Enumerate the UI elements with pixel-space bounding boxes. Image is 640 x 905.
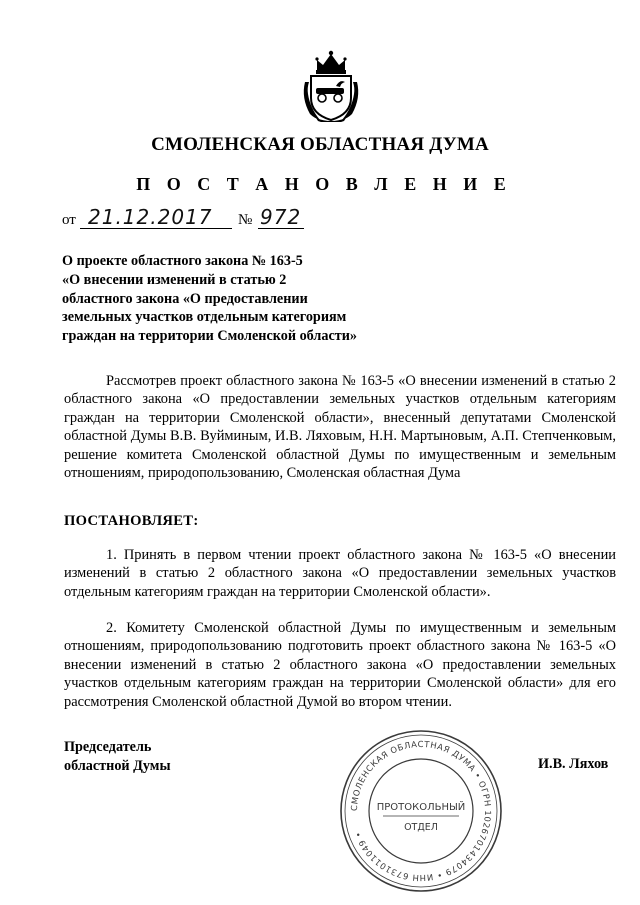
position-line-2: областной Думы xyxy=(64,758,171,774)
stamp-inner-line-2: ОТДЕЛ xyxy=(404,822,438,833)
position-line-1: Председатель xyxy=(64,739,152,755)
handwritten-date: 21.12.2017 xyxy=(88,205,213,229)
item-1-paragraph: 1. Принять в первом чтении проект областного закона № 163-5 «О внесении изменений в статью 2 областного закона «О предоставлении земельных участков отдельным категориям граждан на территории Смоленской области». xyxy=(64,547,616,600)
coat-of-arms-icon xyxy=(300,48,362,122)
stamp-outer-text: СМОЛЕНСКАЯ ОБЛАСТНАЯ ДУМА • ОГРН 1026701434079 • ИНН 6731011049 • xyxy=(348,738,494,884)
heading-line: граждан на территории Смоленской области» xyxy=(62,328,357,345)
signatory-name: И.В. Ляхов xyxy=(538,756,609,772)
signatory-position xyxy=(64,738,171,776)
organization-title: СМОЛЕНСКАЯ ОБЛАСТНАЯ ДУМА xyxy=(151,134,489,155)
decree-word: ПОСТАНОВЛЯЕТ: xyxy=(64,513,199,529)
heading-line: «О внесении изменений в статью 2 xyxy=(62,271,287,288)
handwritten-number: 972 xyxy=(260,205,302,229)
heading-line: областного закона «О предоставлении xyxy=(62,290,308,307)
stamp-inner-line-1: ПРОТОКОЛЬНЫЙ xyxy=(376,802,466,813)
document-type-title: П О С Т А Н О В Л Е Н И Е xyxy=(136,174,512,194)
intro-paragraph: Рассмотрев проект областного закона № 163-5 «О внесении изменений в статью 2 областного закона «О предоставлении земельных участков отдельным категориям граждан на территории Смоленской области», внесенный депутатами Смоленской областной Думы В.В. Вуйминым, И.В. Ляховым, Н.Н. Мартыновым, А.П. Степченковым, решение комитета Смоленской областной Думы по имущественным и земельным отношениям, природопользованию, Смоленская областная Дума xyxy=(64,373,616,482)
item-2-paragraph: 2. Комитету Смоленской областной Думы по имущественным и земельным отношениям, природопользованию подготовить проект областного закона № 163-5 «О внесении изменений в статью 2 областного закона «О предоставлении земельных участков отдельным категориям граждан на территории Смоленской области» для его рассмотрения Смоленской областной Думой во втором чтении. xyxy=(64,620,616,710)
document-subject-heading xyxy=(62,252,402,346)
number-label: № xyxy=(238,212,253,228)
date-from-label: от xyxy=(62,212,76,228)
heading-line: О проекте областного закона № 163-5 xyxy=(62,253,303,269)
official-seal-stamp xyxy=(336,726,506,896)
heading-line: земельных участков отдельным категориям xyxy=(62,309,347,326)
